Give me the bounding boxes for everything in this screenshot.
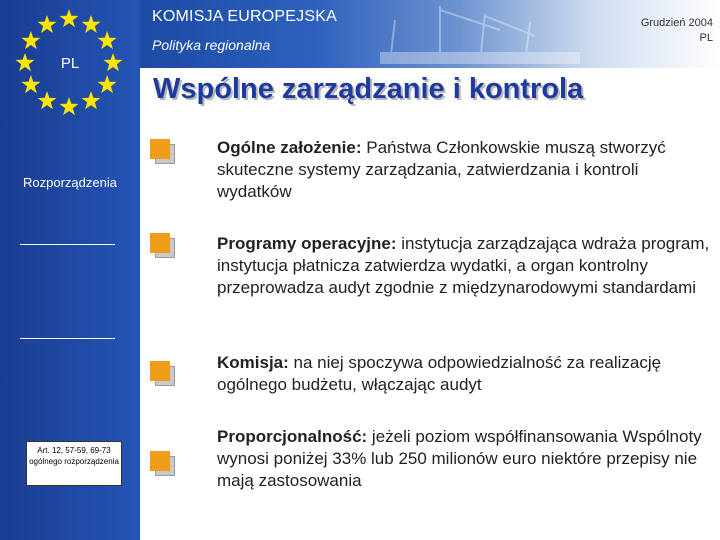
item-term: Ogólne założenie:	[217, 138, 362, 157]
list-item	[217, 426, 715, 492]
list-item	[217, 352, 715, 396]
sidebar-divider	[20, 244, 115, 245]
star-icon	[38, 15, 57, 33]
item-term: Programy operacyjne:	[217, 234, 397, 253]
item-body: Państwa Członkowskie muszą stworzyć skuteczne systemy zarządzania, zatwierdzania i kontroli wydatków	[217, 138, 666, 201]
list-item	[217, 137, 715, 203]
list-item	[217, 233, 715, 299]
star-icon	[60, 9, 79, 27]
regulation-reference-box: Art. 12, 57-59, 69-73 ogólnego rozporządzenia	[26, 441, 122, 486]
item-term: Komisja:	[217, 353, 289, 372]
flag-country-code: PL	[60, 55, 80, 72]
item-body: na niej spoczywa odpowiedzialność za realizację ogólnego budżetu, włączając audyt	[217, 353, 662, 394]
item-body: instytucja zarządzająca wdraża program, instytucja płatnicza zatwierdza wydatki, a organ kontrolny przeprowadza audyt zgodnie z międzynarodowymi standardami	[217, 234, 710, 297]
item-body: jeżeli poziom współfinansowania Wspólnoty wynosi poniżej 33% lub 250 milionów euro niektóre przepisy nie mają zastosowania	[217, 427, 702, 490]
sidebar-divider	[20, 338, 115, 339]
star-icon	[82, 91, 101, 109]
bullet-square	[150, 139, 172, 161]
star-icon	[60, 97, 79, 115]
organization-name: KOMISJA EUROPEJSKA	[152, 8, 337, 25]
sidebar-title: Rozporządzenia	[23, 175, 117, 190]
date-label	[641, 16, 713, 46]
policy-name: Polityka regionalna	[152, 37, 271, 53]
language-code: PL	[699, 32, 713, 44]
bullet-square	[150, 233, 172, 255]
item-term: Proporcjonalność:	[217, 427, 368, 446]
star-icon	[21, 75, 40, 93]
slide-title: Wspólne zarządzanie i kontrola	[153, 73, 584, 105]
star-icon	[98, 31, 117, 49]
star-icon	[82, 15, 101, 33]
date-text: Grudzień 2004	[640, 17, 713, 29]
sidebar	[0, 0, 140, 540]
bullet-square	[150, 361, 172, 383]
bullet-square	[150, 451, 172, 473]
star-icon	[21, 31, 40, 49]
star-icon	[38, 91, 57, 109]
star-icon	[98, 75, 117, 93]
